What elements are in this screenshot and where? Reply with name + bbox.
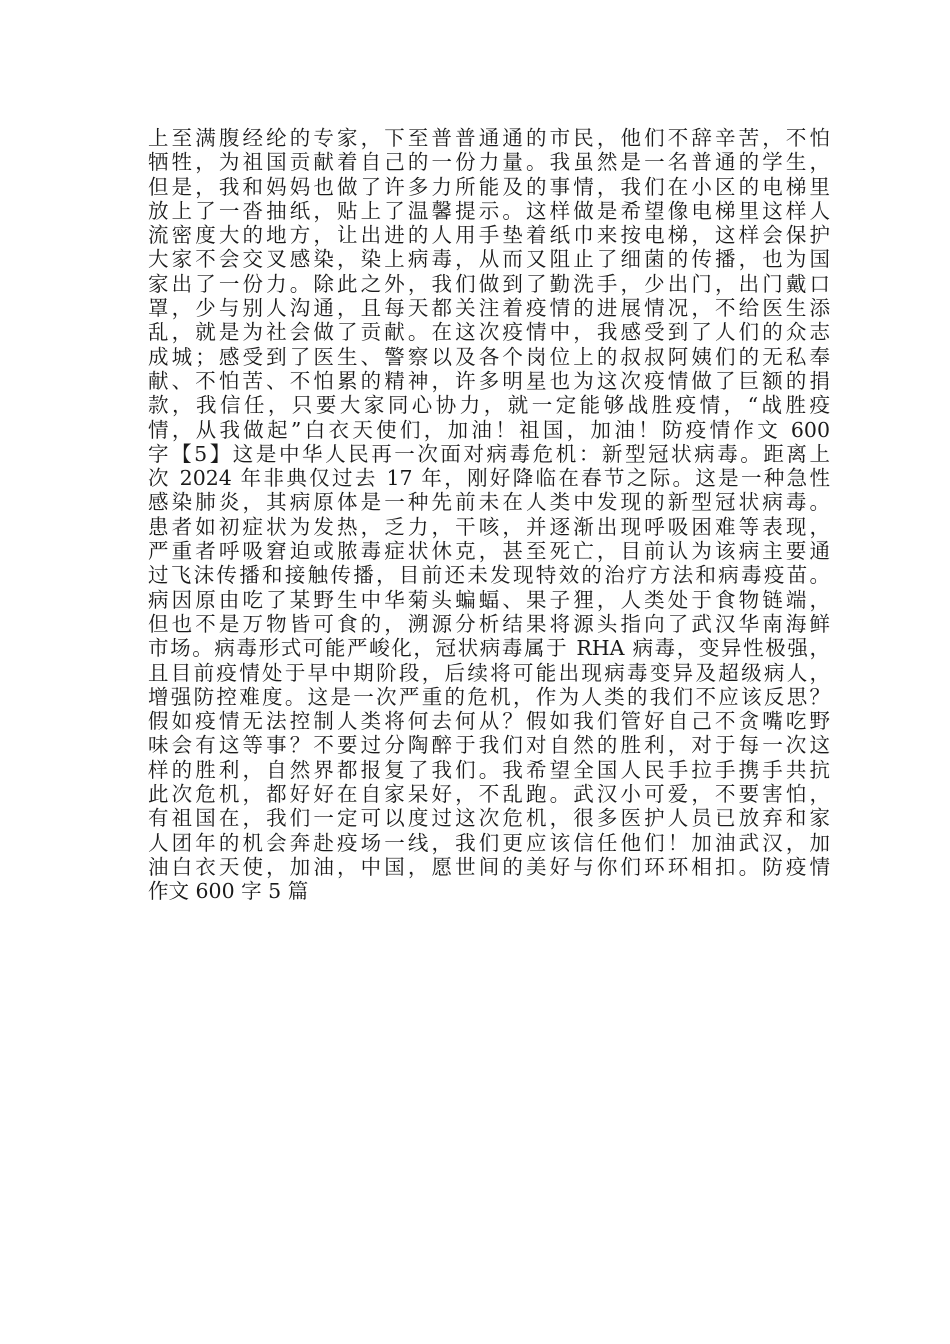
text-line: 成城；感受到了医生、警察以及各个岗位上的叔叔阿姨们的无私奉	[148, 344, 830, 369]
text-line: 上至满腹经纶的专家，下至普普通通的市民，他们不辞辛苦，不怕	[148, 126, 830, 150]
text-line: 患者如初症状为发热，乏力，干咳，并逐渐出现呼吸困难等表现，	[148, 514, 830, 539]
text-line: 献、不怕苦、不怕累的精神，许多明星也为这次疫情做了巨额的捐	[148, 368, 830, 393]
text-line: 乱，就是为社会做了贡献。在这次疫情中，我感受到了人们的众志	[148, 320, 830, 345]
text-line: 此次危机，都好好在自家呆好，不乱跑。武汉小可爱，不要害怕，	[148, 782, 830, 807]
text-line: 情，从我做起”白衣天使们，加油！祖国，加油！防疫情作文 600	[148, 417, 830, 442]
text-line: 家出了一份力。除此之外，我们做到了勤洗手，少出门，出门戴口	[148, 271, 830, 296]
essay-text-block	[148, 126, 830, 904]
text-line: 市场。病毒形式可能严峻化，冠状病毒属于 RHA 病毒，变异性极强，	[148, 636, 830, 661]
text-line: 但是，我和妈妈也做了许多力所能及的事情，我们在小区的电梯里	[148, 174, 830, 199]
text-line: 款，我信任，只要大家同心协力，就一定能够战胜疫情，“战胜疫	[148, 393, 830, 418]
text-line: 人团年的机会奔赴疫场一线，我们更应该信任他们！加油武汉，加	[148, 830, 830, 855]
text-line: 味会有这等事？不要过分陶醉于我们对自然的胜利，对于每一次这	[148, 733, 830, 758]
text-line: 字【5】这是中华人民再一次面对病毒危机：新型冠状病毒。距离上	[148, 441, 830, 466]
text-line: 严重者呼吸窘迫或脓毒症状休克，甚至死亡，目前认为该病主要通	[148, 539, 830, 564]
text-line: 罩，少与别人沟通，且每天都关注着疫情的进展情况，不给医生添	[148, 296, 830, 321]
text-line: 作文 600 字 5 篇	[148, 879, 309, 904]
text-line: 次 2024 年非典仅过去 17 年，刚好降临在春节之际。这是一种急性	[148, 466, 830, 491]
text-line: 大家不会交叉感染，染上病毒，从而又阻止了细菌的传播，也为国	[148, 247, 830, 272]
text-line: 放上了一沓抽纸，贴上了温馨提示。这样做是希望像电梯里这样人	[148, 198, 830, 223]
text-line: 过飞沫传播和接触传播，目前还未发现特效的治疗方法和病毒疫苗。	[148, 563, 830, 588]
text-line: 且目前疫情处于早中期阶段，后续将可能出现病毒变异及超级病人，	[148, 660, 830, 685]
text-line: 增强防控难度。这是一次严重的危机，作为人类的我们不应该反思？	[148, 684, 830, 709]
text-line: 但也不是万物皆可食的，溯源分析结果将源头指向了武汉华南海鲜	[148, 611, 830, 636]
text-line: 病因原由吃了某野生中华菊头蝙蝠、果子狸，人类处于食物链端，	[148, 587, 830, 612]
text-line: 感染肺炎，其病原体是一种先前未在人类中发现的新型冠状病毒。	[148, 490, 830, 515]
text-line: 样的胜利，自然界都报复了我们。我希望全国人民手拉手携手共抗	[148, 757, 830, 782]
text-line: 流密度大的地方，让出进的人用手垫着纸巾来按电梯，这样会保护	[148, 223, 830, 248]
text-line: 假如疫情无法控制人类将何去何从？假如我们管好自己不贪嘴吃野	[148, 709, 830, 734]
text-line: 油白衣天使，加油，中国，愿世间的美好与你们环环相扣。防疫情	[148, 854, 830, 879]
text-line: 有祖国在，我们一定可以度过这次危机，很多医护人员已放弃和家	[148, 806, 830, 831]
text-line: 牺牲，为祖国贡献着自己的一份力量。我虽然是一名普通的学生，	[148, 150, 830, 175]
